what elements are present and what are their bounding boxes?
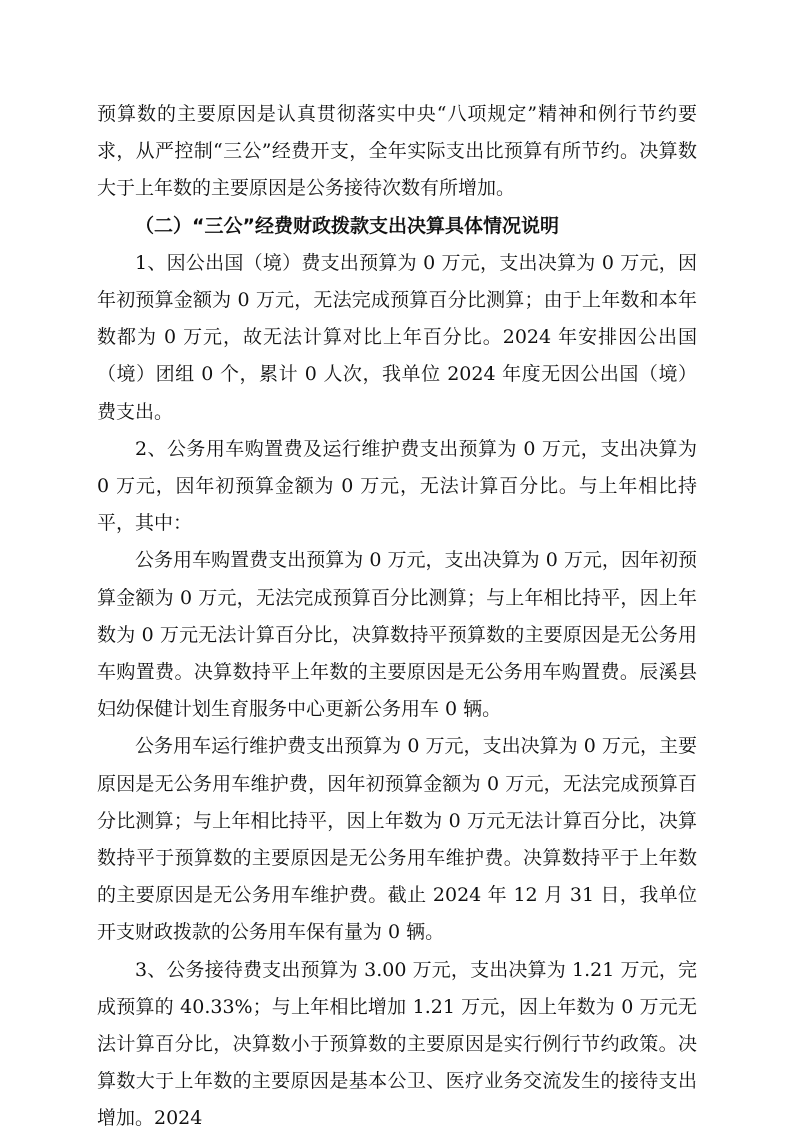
paragraph-vehicle-maintenance: 公务用车运行维护费支出预算为 0 万元，支出决算为 0 万元，主要原因是无公务用车维护费，因年初预算金额为 0 万元，无法完成预算百分比测算；与上年相比持平，因上年数为 0 万元无法计算百分比，决算数持平于预算数的主要原因是无公务用车维护费。决算数持平于上年数的主要原因是无公务用车维护费。截止 2024 年 12 月 31 日，我单位开支财政拨款的公务用车保有量为 0 辆。: [97, 735, 697, 944]
document-body: [97, 96, 697, 1138]
paragraph-vehicle-total: 2、公务用车购置费及运行维护费支出预算为 0 万元，支出决算为 0 万元，因年初预算金额为 0 万元，无法计算百分比。与上年相比持平，其中：: [97, 437, 697, 535]
paragraph-reception: 3、公务接待费支出预算为 3.00 万元，支出决算为 1.21 万元，完成预算的 40.33%；与上年相比增加 1.21 万元，因上年数为 0 万元无法计算百分比，决算数小于预算数的主要原因是实行例行节约政策。决算数大于上年数的主要原因是基本公卫、医疗业务交流发生的接待支出增加。2024: [97, 958, 697, 1130]
paragraph-overseas-travel: 1、因公出国（境）费支出预算为 0 万元，支出决算为 0 万元，因年初预算金额为 0 万元，无法完成预算百分比测算；由于上年数和本年数都为 0 万元，故无法计算对比上年百分比。2024 年安排因公出国（境）团组 0 个，累计 0 人次，我单位 2024 年度无因公出国（境）费支出。: [97, 251, 697, 423]
paragraph-vehicle-purchase: 公务用车购置费支出预算为 0 万元，支出决算为 0 万元，因年初预算金额为 0 万元，无法完成预算百分比测算；与上年相比持平，因上年数为 0 万元无法计算百分比，决算数持平预算数的主要原因是无公务用车购置费。决算数持平上年数的主要原因是无公务用车购置费。辰溪县妇幼保健计划生育服务中心更新公务用车 0 辆。: [97, 549, 697, 721]
section-heading: （二）“三公”经费财政拨款支出决算具体情况说明: [135, 214, 559, 237]
paragraph-budget-reason: 预算数的主要原因是认真贯彻落实中央“八项规定”精神和例行节约要求，从严控制“三公”经费开支，全年实际支出比预算有所节约。决算数大于上年数的主要原因是公务接待次数有所增加。: [97, 103, 697, 200]
